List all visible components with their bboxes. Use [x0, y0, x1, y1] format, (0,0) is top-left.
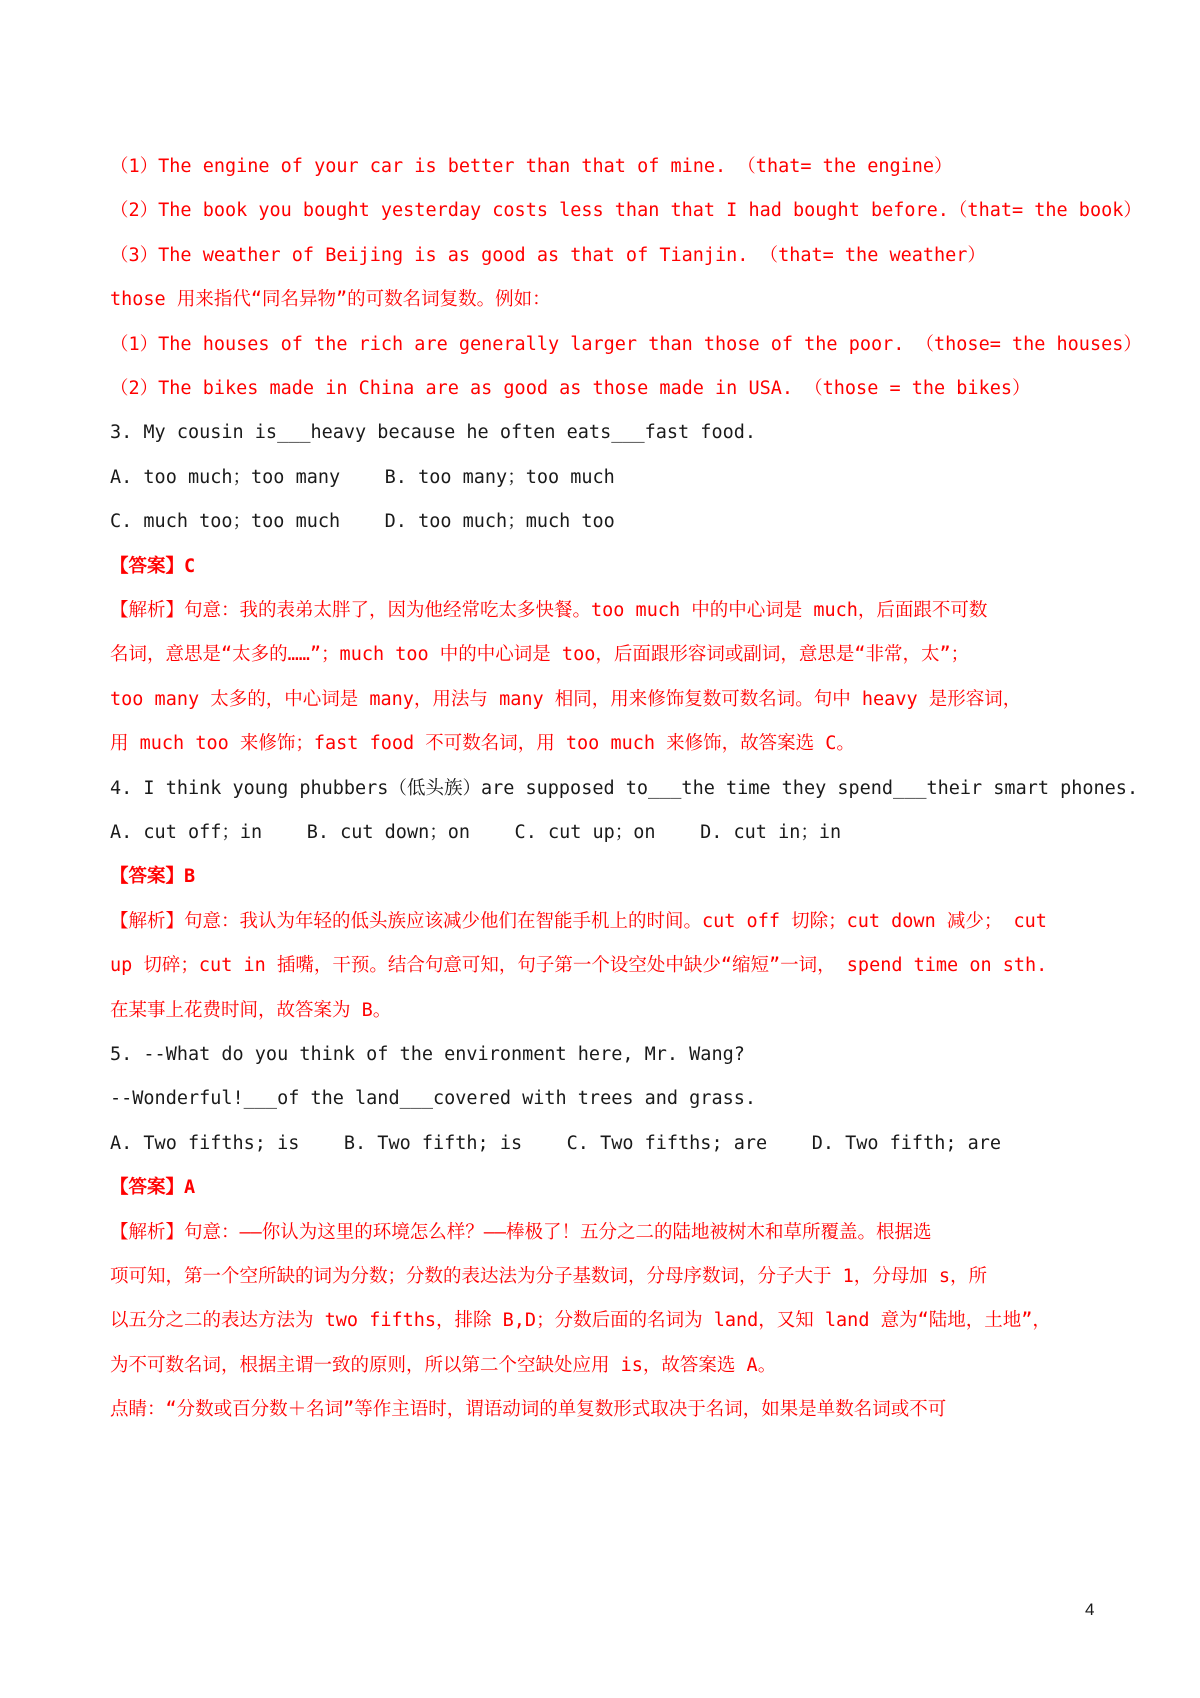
text-line: 【答案】A [110, 1177, 196, 1198]
text-line: 【解析】句意：我认为年轻的低头族应该减少他们在智能手机上的时间。cut off 切除；cut down 减少； cut [110, 911, 1047, 932]
text-line: those 用来指代“同名异物”的可数名词复数。例如： [110, 289, 551, 310]
text-line: C. much too；too much D. too much；much too [110, 511, 615, 532]
text-line: 为不可数名词，根据主谓一致的原则，所以第二个空缺处应用 is，故答案选 A。 [110, 1355, 777, 1376]
text-line: （2）The bikes made in China are as good as those made in USA. （those = the bikes） [110, 378, 1031, 399]
text-line: （1）The houses of the rich are generally larger than those of the poor. （those= the houses） [110, 334, 1142, 355]
text-line: 【答案】C [110, 556, 196, 577]
page-number: 4 [1085, 1600, 1095, 1619]
text-line: too many 太多的，中心词是 many，用法与 many 相同，用来修饰复数可数名词。句中 heavy 是形容词， [110, 689, 1022, 710]
text-line: 【答案】B [110, 866, 196, 887]
text-line: 在某事上花费时间，故答案为 B。 [110, 1000, 392, 1021]
text-line: 点睛：“分数或百分数＋名词”等作主语时，谓语动词的单复数形式取决于名词，如果是单数名词或不可 [110, 1399, 947, 1420]
text-line: 3. My cousin is___heavy because he often eats___fast food. [110, 422, 757, 443]
text-line: 名词，意思是“太多的……”；much too 中的中心词是 too，后面跟形容词或副词，意思是“非常，太”； [110, 644, 970, 665]
text-line: A. cut off；in B. cut down；on C. cut up；on D. cut in；in [110, 822, 842, 843]
text-line: --Wonderful!___of the land___covered with trees and grass. [110, 1088, 757, 1109]
text-line: （1）The engine of your car is better than that of mine. （that= the engine） [110, 156, 953, 177]
text-line: 项可知，第一个空所缺的词为分数；分数的表达法为分子基数词，分母序数词，分子大于 1，分母加 s，所 [110, 1266, 988, 1287]
text-line: up 切碎；cut in 插嘴，干预。结合句意可知，句子第一个设空处中缺少“缩短”一词， spend time on sth. [110, 955, 1048, 976]
text-line: （3）The weather of Beijing is as good as that of Tianjin. （that= the weather） [110, 245, 986, 266]
text-line: 5. --What do you think of the environment here, Mr. Wang? [110, 1044, 745, 1065]
text-line: （2）The book you bought yesterday costs less than that I had bought before.（that= the book） [110, 200, 1142, 221]
text-line: A. too much；too many B. too many；too much [110, 467, 615, 488]
text-line: 【解析】句意：——你认为这里的环境怎么样？——棒极了！五分之二的陆地被树木和草所覆盖。根据选 [110, 1222, 932, 1243]
text-line: 以五分之二的表达方法为 two fifths，排除 B,D；分数后面的名词为 land，又知 land 意为“陆地，土地”， [110, 1310, 1051, 1331]
text-line: 用 much too 来修饰；fast food 不可数名词，用 too much 来修饰，故答案选 C。 [110, 733, 855, 754]
text-line: A. Two fifths; is B. Two fifth; is C. Two fifths; are D. Two fifth; are [110, 1133, 1002, 1154]
text-line: 4. I think young phubbers（低头族）are supposed to___the time they spend___their smart phones. [110, 778, 1139, 799]
text-line: 【解析】句意：我的表弟太胖了，因为他经常吃太多快餐。too much 中的中心词是 much，后面跟不可数 [110, 600, 988, 621]
